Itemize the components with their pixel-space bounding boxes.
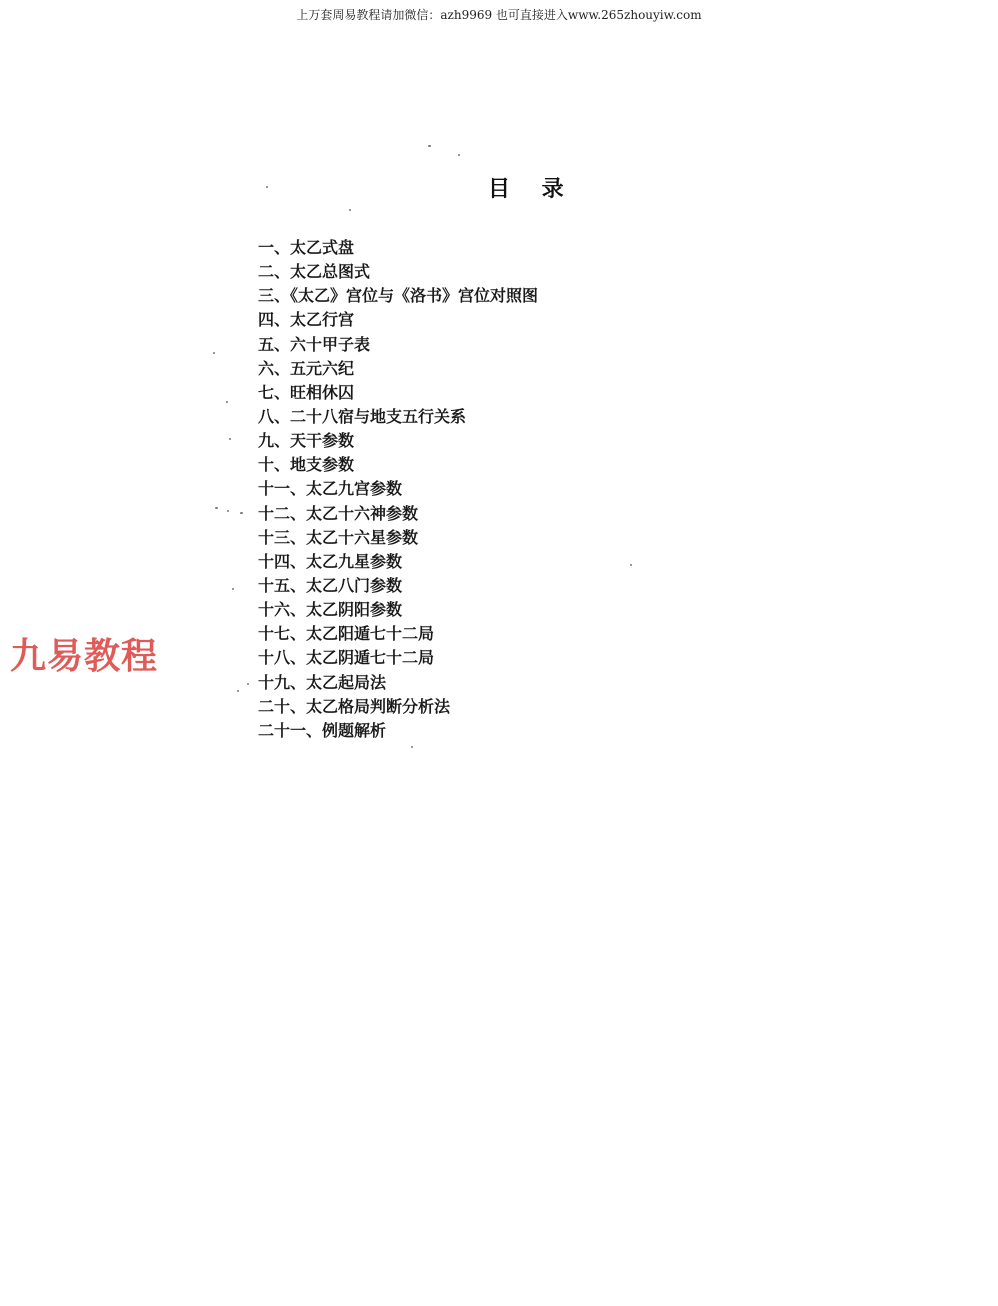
toc-item: 十六、太乙阴阳参数 bbox=[258, 600, 403, 620]
scan-speck bbox=[458, 154, 460, 156]
toc-item: 十四、太乙九星参数 bbox=[258, 551, 403, 571]
toc-item: 十九、太乙起局法 bbox=[258, 672, 387, 692]
toc-item: 六、五元六纪 bbox=[258, 358, 355, 378]
scan-speck bbox=[226, 401, 228, 403]
toc-item: 二、太乙总图式 bbox=[258, 262, 371, 282]
toc-item: 十七、太乙阳遁七十二局 bbox=[258, 624, 435, 644]
toc-item: 十五、太乙八门参数 bbox=[258, 575, 403, 595]
scan-speck bbox=[428, 145, 431, 147]
table-of-contents bbox=[258, 236, 538, 743]
scan-speck bbox=[266, 186, 268, 188]
scan-speck bbox=[240, 512, 243, 514]
scan-speck bbox=[229, 438, 231, 440]
toc-item: 二十、太乙格局判断分析法 bbox=[258, 696, 451, 716]
toc-item: 十、地支参数 bbox=[258, 455, 355, 475]
header-promo-text: 上万套周易教程请加微信：azh9969 也可直接进入www.265zhouyiw.com bbox=[296, 8, 702, 22]
toc-item: 二十一、例题解析 bbox=[258, 720, 387, 740]
scan-speck bbox=[227, 510, 229, 512]
scan-speck bbox=[630, 564, 632, 566]
scan-speck bbox=[232, 588, 234, 590]
toc-item: 十一、太乙九宫参数 bbox=[258, 479, 403, 499]
scan-speck bbox=[349, 209, 351, 211]
scan-speck bbox=[237, 690, 239, 692]
toc-item: 十八、太乙阴遁七十二局 bbox=[258, 648, 435, 668]
toc-item: 四、太乙行宫 bbox=[258, 310, 355, 330]
scan-speck bbox=[411, 746, 413, 748]
scan-speck bbox=[247, 683, 249, 685]
toc-item: 十二、太乙十六神参数 bbox=[258, 503, 419, 523]
page-title: 目 录 bbox=[488, 176, 576, 202]
toc-item: 十三、太乙十六星参数 bbox=[258, 527, 419, 547]
scan-speck bbox=[215, 507, 218, 509]
toc-item: 三、《太乙》宫位与《洛书》宫位对照图 bbox=[258, 286, 539, 306]
scan-speck bbox=[213, 352, 215, 354]
toc-item: 五、六十甲子表 bbox=[258, 334, 371, 354]
watermark-logo: 九易教程 bbox=[10, 636, 159, 677]
toc-item: 七、旺相休囚 bbox=[258, 382, 355, 402]
toc-item: 八、二十八宿与地支五行关系 bbox=[258, 406, 467, 426]
toc-item: 一、太乙式盘 bbox=[258, 238, 355, 257]
toc-item: 九、天干参数 bbox=[258, 431, 355, 451]
